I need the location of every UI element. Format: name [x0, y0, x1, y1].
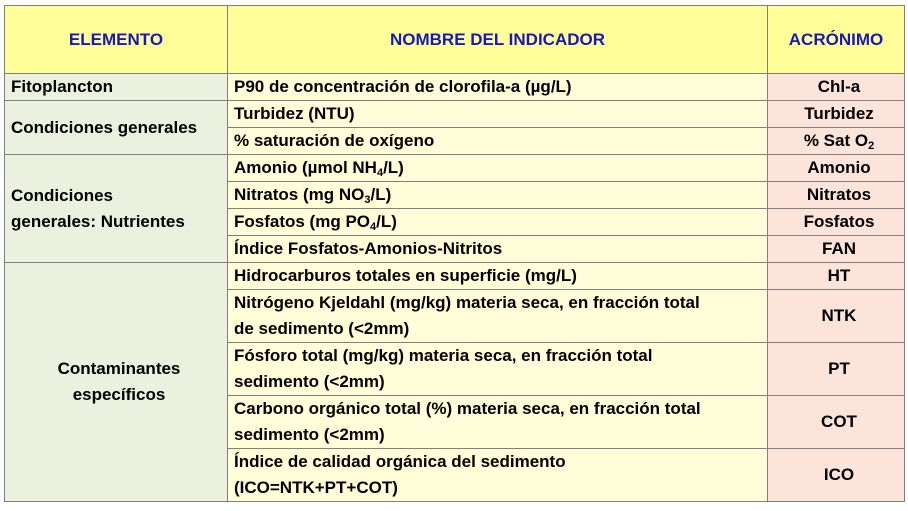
acronimo-sat-o2: % Sat $O_2$ — [768, 128, 905, 155]
indicador-fosfatos: Fosfatos (mg $PO_4/L$) — [228, 209, 768, 236]
indicador-fosforo-total: Fósforo total (mg/kg) materia seca, en fracción total sedimento (<2mm) — [228, 343, 768, 396]
acronimo-turbidez: Turbidez — [768, 101, 905, 128]
indicador-turbidez: Turbidez (NTU) — [228, 101, 768, 128]
acronimo-ntk: NTK — [768, 290, 905, 343]
header-acronimo: ACRÓNIMO — [768, 6, 905, 74]
acronimo-amonio: Amonio — [768, 155, 905, 182]
acronimo-fan: FAN — [768, 236, 905, 263]
indicador-nitrogeno-kjeldahl: Nitrógeno Kjeldahl (mg/kg) materia seca, en fracción total de sedimento (<2mm) — [228, 290, 768, 343]
acronimo-pt: PT — [768, 343, 905, 396]
acronimo-ico: ICO — [768, 449, 905, 502]
acronimo-chl-a: Chl-a — [768, 74, 905, 101]
elemento-contaminantes-especificos: Contaminantes específicos — [5, 263, 228, 502]
table-row — [5, 263, 905, 290]
acronimo-cot: COT — [768, 396, 905, 449]
table-row — [5, 101, 905, 128]
indicators-table — [4, 5, 905, 502]
elemento-fitoplancton: Fitoplancton — [5, 74, 228, 101]
indicador-amonio: Amonio (µmol $NH_4/L$) — [228, 155, 768, 182]
header-indicador: NOMBRE DEL INDICADOR — [228, 6, 768, 74]
header-row — [5, 6, 905, 74]
elemento-condiciones-generales: Condiciones generales — [5, 101, 228, 155]
indicador-clorofila: P90 de concentración de clorofila-a (µg/L) — [228, 74, 768, 101]
acronimo-ht: HT — [768, 263, 905, 290]
table-row — [5, 74, 905, 101]
header-elemento: ELEMENTO — [5, 6, 228, 74]
indicador-fan: Índice Fosfatos-Amonios-Nitritos — [228, 236, 768, 263]
indicador-ico: Índice de calidad orgánica del sedimento (ICO=NTK+PT+COT) — [228, 449, 768, 502]
acronimo-nitratos: Nitratos — [768, 182, 905, 209]
acronimo-fosfatos: Fosfatos — [768, 209, 905, 236]
indicador-hidrocarburos: Hidrocarburos totales en superficie (mg/L) — [228, 263, 768, 290]
indicador-nitratos: Nitratos (mg $NO_3/L$) — [228, 182, 768, 209]
table-row — [5, 155, 905, 182]
indicador-saturacion-oxigeno: % saturación de oxígeno — [228, 128, 768, 155]
indicador-carbono-organico: Carbono orgánico total (%) materia seca, en fracción total sedimento (<2mm) — [228, 396, 768, 449]
elemento-condiciones-nutrientes: Condiciones generales: Nutrientes — [5, 155, 228, 263]
